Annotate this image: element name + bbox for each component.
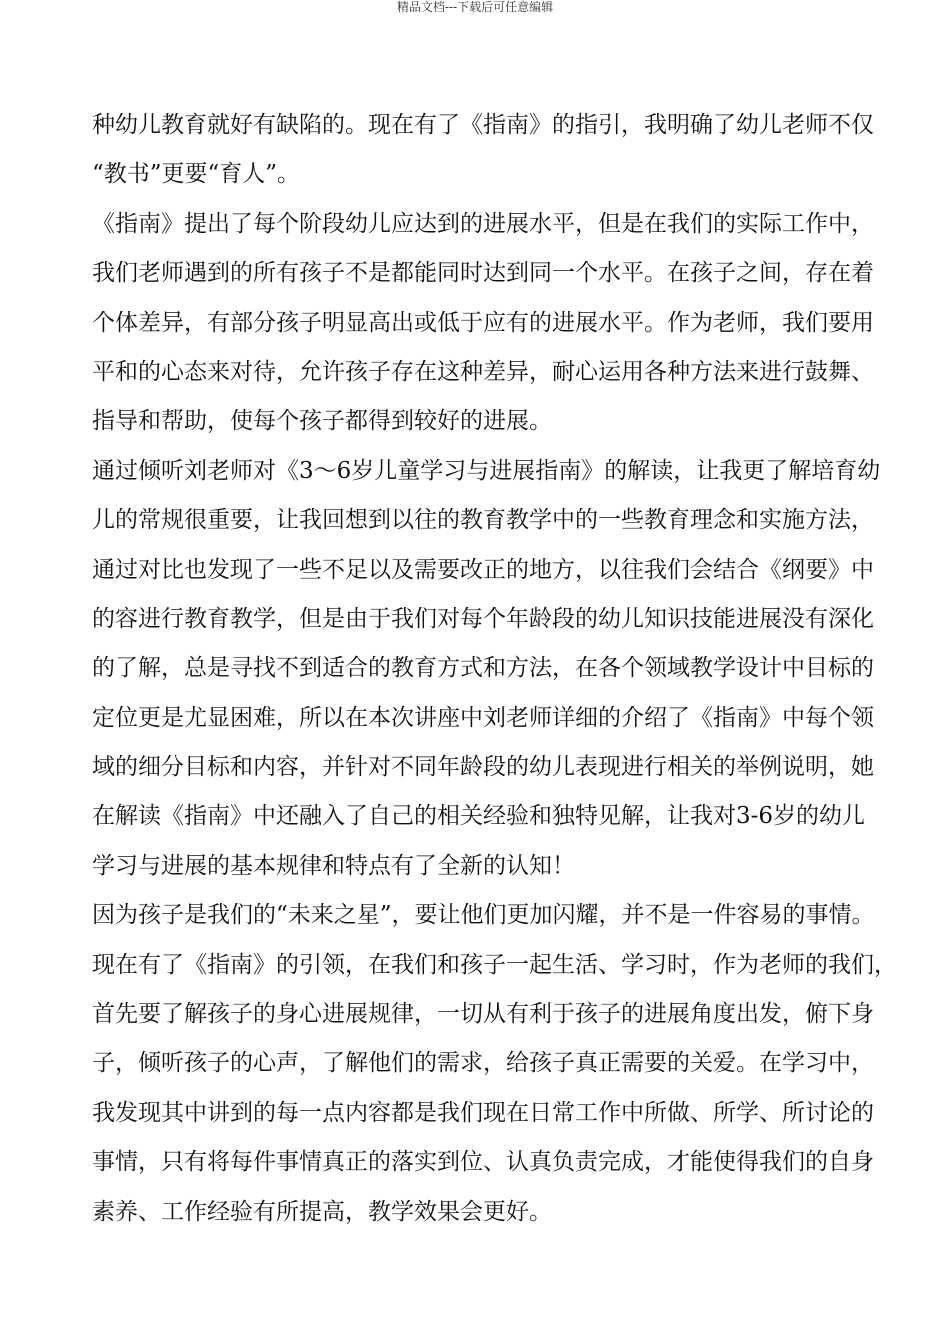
text-line: 首先要了解孩子的身心进展规律，一切从有利于孩子的进展角度出发，俯下身 [92,1001,874,1028]
text-line: 通过倾听刘老师对《3～6岁儿童学习与进展指南》的解读，让我更了解培育幼 [92,457,881,484]
text-line: 我发现其中讲到的每一点内容都是我们现在日常工作中所做、所学、所讨论的 [92,1099,874,1126]
text-line: 定位更是尤显困难，所以在本次讲座中刘老师详细的介绍了《指南》中每个领 [92,704,874,731]
text-line: “教书”更要“育人”。 [92,161,301,188]
text-line: 儿的常规很重要，让我回想到以往的教育教学中的一些教育理念和实施方法， [92,507,874,534]
text-line: 事情，只有将每件事情真正的落实到位、认真负责完成，才能使得我们的自身 [92,1149,874,1176]
page-header: 精品文档---下载后可任意编辑 [396,0,554,14]
text-line: 个体差异，有部分孩子明显高出或低于应有的进展水平。作为老师，我们要用 [92,309,874,336]
text-line: 现在有了《指南》的引领，在我们和孩子一起生活、学习时，作为老师的我们， [92,951,897,978]
text-line: 通过对比也发现了一些不足以及需要改正的地方，以往我们会结合《纲要》中 [92,556,874,583]
document-body [92,101,897,1237]
text-line: 《指南》提出了每个阶段幼儿应达到的进展水平，但是在我们的实际工作中， [92,210,874,237]
text-line: 域的细分目标和内容，并针对不同年龄段的幼儿表现进行相关的举例说明，她 [92,754,874,781]
text-line: 学习与进展的基本规律和特点有了全新的认知！ [92,852,575,879]
text-line: 的容进行教育教学，但是由于我们对每个年龄段的幼儿知识技能进展没有深化 [92,605,874,632]
text-line: 种幼儿教育就好有缺陷的。现在有了《指南》的指引，我明确了幼儿老师不仅 [92,112,874,138]
text-line: 平和的心态来对待，允许孩子存在这种差异，耐心运用各种方法来进行鼓舞、 [92,358,874,385]
text-line: 我们老师遇到的所有孩子不是都能同时达到同一个水平。在孩子之间，存在着 [92,260,874,287]
text-line: 因为孩子是我们的“未来之星”，要让他们更加闪耀，并不是一件容易的事情。 [92,902,875,929]
text-line: 素养、工作经验有所提高，教学效果会更好。 [92,1198,552,1225]
text-line: 在解读《指南》中还融入了自己的相关经验和独特见解，让我对3-6岁的幼儿 [92,803,866,830]
text-line: 子，倾听孩子的心声，了解他们的需求，给孩子真正需要的关爱。在学习中， [92,1050,874,1077]
text-line: 指导和帮助，使每个孩子都得到较好的进展。 [92,408,552,435]
text-line: 的了解，总是寻找不到适合的教育方式和方法，在各个领域教学设计中目标的 [92,655,874,682]
